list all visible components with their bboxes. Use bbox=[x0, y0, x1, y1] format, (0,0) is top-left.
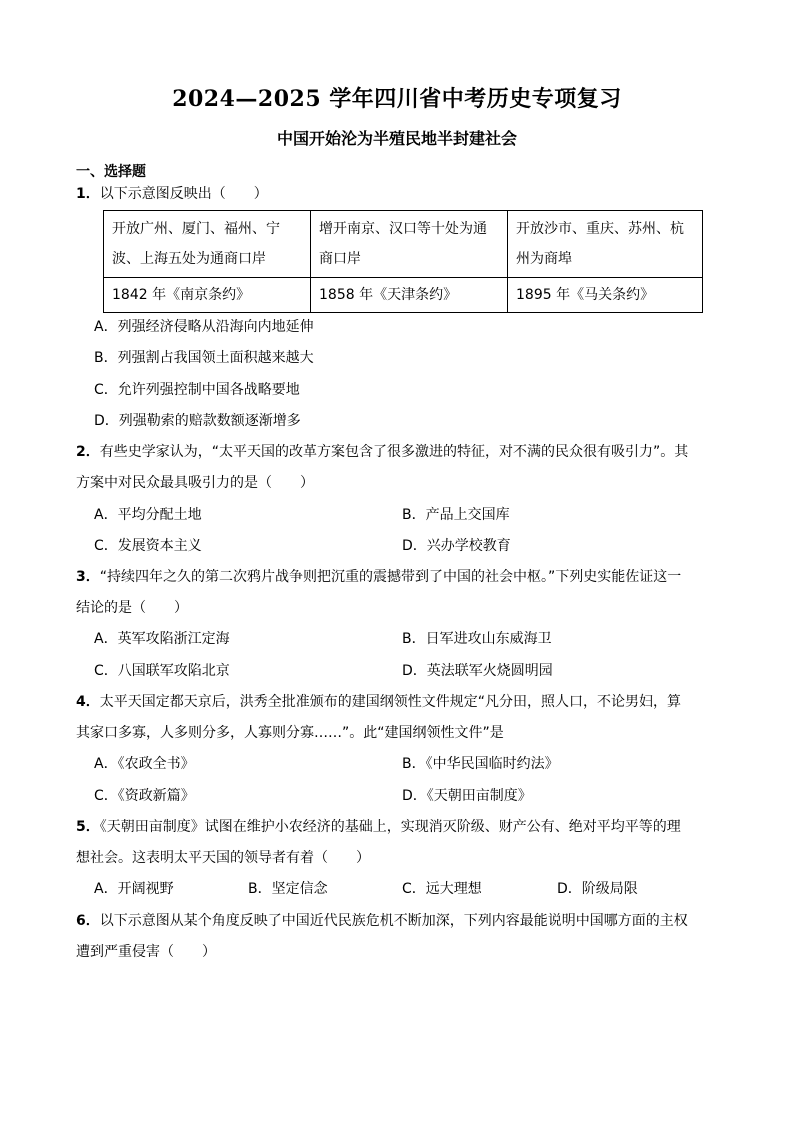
option-a[interactable]: A．列强经济侵略从沿海向内地延伸 bbox=[94, 319, 314, 335]
question-4 bbox=[76, 692, 681, 712]
question-text-line: 以下示意图从某个角度反映了中国近代民族危机不断加深，下列内容最能说明中国哪方面的主权 bbox=[99, 913, 688, 929]
option-b[interactable]: B．产品上交国库 bbox=[402, 507, 510, 523]
option-c[interactable]: C．允许列强控制中国各战略要地 bbox=[94, 382, 300, 398]
option-b[interactable]: B．《中华民国临时约法》 bbox=[402, 756, 559, 772]
question-number: 3． bbox=[76, 569, 100, 585]
cell-line: 增开南京、汉口等十处为通 bbox=[319, 221, 487, 237]
cell-line: 商口岸 bbox=[319, 251, 361, 267]
table-row bbox=[104, 278, 703, 313]
option-b[interactable]: B．日军进攻山东威海卫 bbox=[402, 631, 552, 647]
table-row bbox=[104, 211, 703, 278]
question-6 bbox=[76, 911, 688, 931]
option-b[interactable]: B．坚定信念 bbox=[248, 881, 328, 897]
page-subtitle: 中国开始沦为半殖民地半封建社会 bbox=[276, 129, 517, 148]
option-a[interactable]: A．《农政全书》 bbox=[94, 756, 195, 772]
question-number: 4． bbox=[76, 694, 100, 710]
question-text-line: 结论的是（ ） bbox=[76, 600, 188, 616]
question-2 bbox=[76, 442, 688, 462]
table-cell: 1895 年《马关条约》 bbox=[508, 278, 703, 313]
question-text-line: 太平天国定都天京后，洪秀全批准颁布的建国纲领性文件规定“凡分田，照人口，不论男妇，算 bbox=[99, 694, 682, 710]
option-d[interactable]: D．兴办学校教育 bbox=[402, 538, 511, 554]
table-cell bbox=[508, 211, 703, 278]
question-text-line: 方案中对民众最具吸引力的是（ ） bbox=[76, 475, 314, 491]
cell-line: 开放广州、厦门、福州、宁 bbox=[112, 221, 280, 237]
question-text-line: 其家口多寡，人多则分多，人寡则分寡……”。此“建国纲领性文件”是 bbox=[76, 725, 504, 741]
option-c[interactable]: C．《资政新篇》 bbox=[94, 788, 195, 804]
cell-line: 波、上海五处为通商口岸 bbox=[112, 251, 266, 267]
question-number: 2． bbox=[76, 444, 100, 460]
section-heading: 一、选择题 bbox=[76, 164, 146, 180]
option-a[interactable]: A．英军攻陷浙江定海 bbox=[94, 631, 230, 647]
question-text-line: 遭到严重侵害（ ） bbox=[76, 944, 216, 960]
question-number: 6． bbox=[76, 913, 100, 929]
option-a[interactable]: A．开阔视野 bbox=[94, 881, 174, 897]
option-d[interactable]: D．《天朝田亩制度》 bbox=[402, 788, 532, 804]
table-cell: 1858 年《天津条约》 bbox=[311, 278, 508, 313]
option-a[interactable]: A．平均分配土地 bbox=[94, 507, 202, 523]
option-c[interactable]: C．八国联军攻陷北京 bbox=[94, 663, 230, 679]
option-d[interactable]: D．列强勒索的赔款数额逐渐增多 bbox=[94, 413, 301, 429]
question-1 bbox=[76, 184, 268, 204]
question-3 bbox=[76, 567, 681, 587]
question-5 bbox=[76, 817, 681, 837]
question-text-line: 以下示意图反映出（ ） bbox=[99, 186, 268, 202]
cell-line: 州为商埠 bbox=[516, 251, 572, 267]
cell-line: 开放沙市、重庆、苏州、杭 bbox=[516, 221, 684, 237]
table-cell bbox=[311, 211, 508, 278]
option-c[interactable]: C．远大理想 bbox=[402, 881, 482, 897]
question-text-line: 有些史学家认为，“太平天国的改革方案包含了很多激进的特征，对不满的民众很有吸引力”。其 bbox=[99, 444, 689, 460]
option-d[interactable]: D．英法联军火烧圆明园 bbox=[402, 663, 553, 679]
option-c[interactable]: C．发展资本主义 bbox=[94, 538, 202, 554]
question-text-line: 想社会。这表明太平天国的领导者有着（ ） bbox=[76, 850, 370, 866]
option-d[interactable]: D．阶级局限 bbox=[557, 881, 638, 897]
question-text-line: “持续四年之久的第二次鸦片战争则把沉重的震撼带到了中国的社会中枢。”下列史实能佐证这一 bbox=[99, 569, 682, 585]
question-text-line: 《天朝田亩制度》试图在维护小农经济的基础上，实现消灭阶级、财产公有、绝对平均平等的理 bbox=[99, 819, 681, 835]
table-cell bbox=[104, 211, 311, 278]
question-number: 5． bbox=[76, 819, 100, 835]
page-title: 2024—2025 学年四川省中考历史专项复习 bbox=[172, 86, 622, 112]
table-cell: 1842 年《南京条约》 bbox=[104, 278, 311, 313]
question-number: 1． bbox=[76, 186, 100, 202]
option-b[interactable]: B．列强割占我国领土面积越来越大 bbox=[94, 350, 314, 366]
treaty-table bbox=[103, 210, 703, 313]
